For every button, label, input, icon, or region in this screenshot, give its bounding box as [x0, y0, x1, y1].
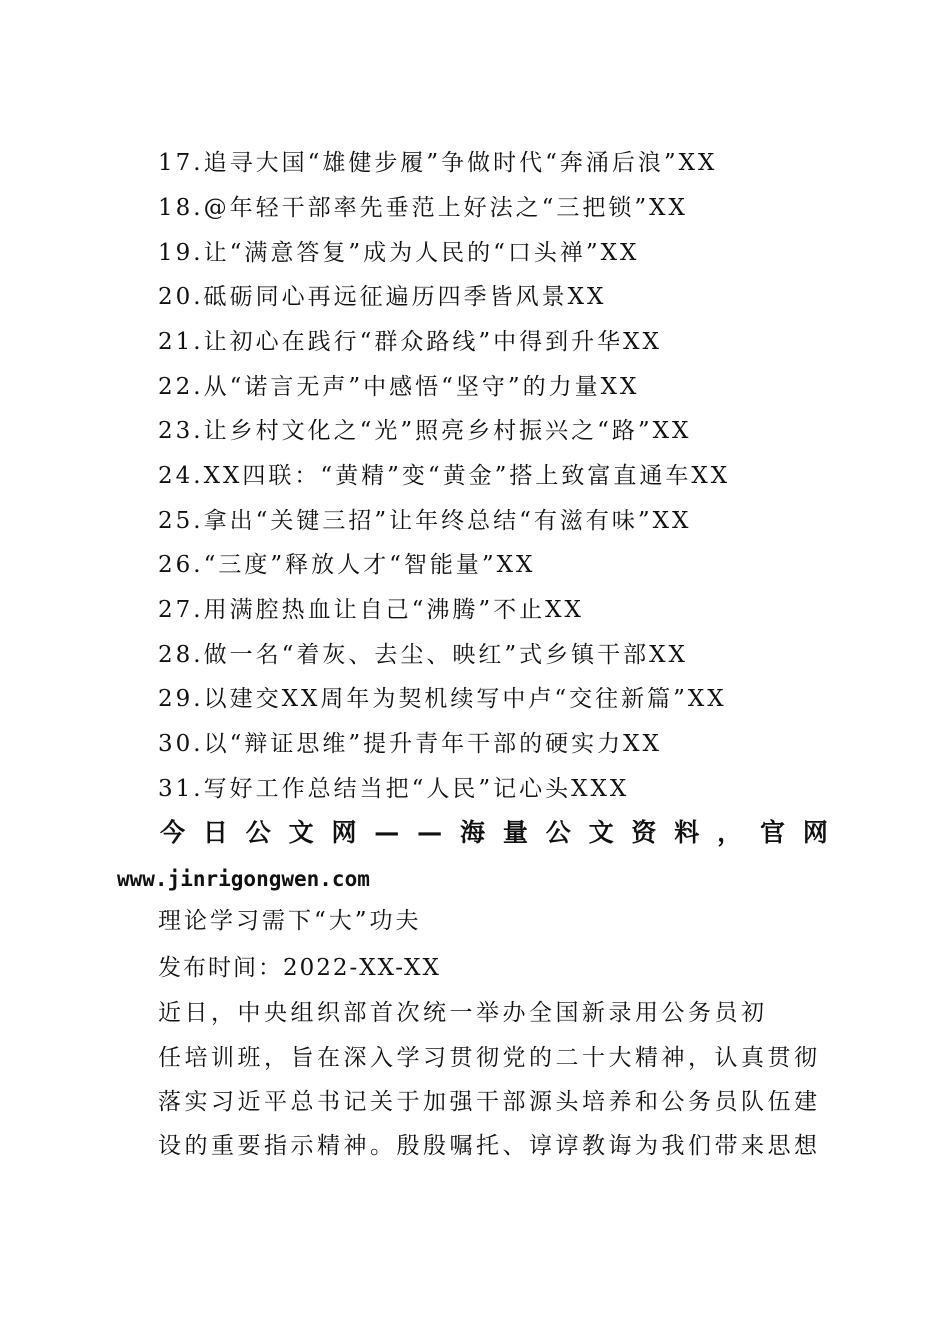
paragraph-line: 落实习近平总书记关于加强干部源头培养和公务员队伍建: [158, 1089, 821, 1115]
list-item: 29.以建交XX周年为契机续写中卢“交往新篇”XX: [158, 686, 727, 712]
paragraph-line: 近日，中央组织部首次统一举办全国新录用公务员初: [158, 1000, 768, 1026]
list-item: 23.让乡村文化之“光”照亮乡村振兴之“路”XX: [158, 418, 692, 444]
list-item: 18.@年轻干部率先垂范上好法之“三把锁”XX: [158, 195, 688, 221]
list-item: 26.“三度”释放人才“智能量”XX: [158, 552, 536, 578]
publish-date: 发布时间：2022-XX-XX: [158, 955, 441, 981]
list-item: 30.以“辩证思维”提升青年干部的硬实力XX: [158, 731, 662, 757]
list-item: 20.砥砺同心再远征遍历四季皆风景XX: [158, 284, 607, 310]
paragraph-line: 设的重要指示精神。殷殷嘱托、谆谆教诲为我们带来思想: [158, 1133, 821, 1159]
list-item: 21.让初心在践行“群众路线”中得到升华XX: [158, 329, 662, 355]
list-item: 19.让“满意答复”成为人民的“口头禅”XX: [158, 240, 640, 266]
list-item: 22.从“诺言无声”中感悟“坚守”的力量XX: [158, 374, 640, 400]
list-item: 27.用满腔热血让自己“沸腾”不止XX: [158, 597, 584, 623]
list-item: 31.写好工作总结当把“人民”记心头XXX: [158, 776, 630, 802]
paragraph-line: 任培训班，旨在深入学习贯彻党的二十大精神，认真贯彻: [158, 1045, 821, 1071]
list-item: 28.做一名“着灰、去尘、映红”式乡镇干部XX: [158, 642, 688, 668]
site-banner: 今 日 公 文 网 — — 海 量 公 文 资 料 ， 官 网: [160, 818, 828, 847]
list-item: 25.拿出“关键三招”让年终总结“有滋有味”XX: [158, 508, 692, 534]
list-item: 17.追寻大国“雄健步履”争做时代“奔涌后浪”XX: [158, 150, 718, 176]
site-url: www.jinrigongwen.com: [117, 867, 370, 891]
article-title: 理论学习需下“大”功夫: [158, 908, 422, 934]
list-item: 24.XX四联：“黄精”变“黄金”搭上致富直通车XX: [158, 463, 731, 489]
